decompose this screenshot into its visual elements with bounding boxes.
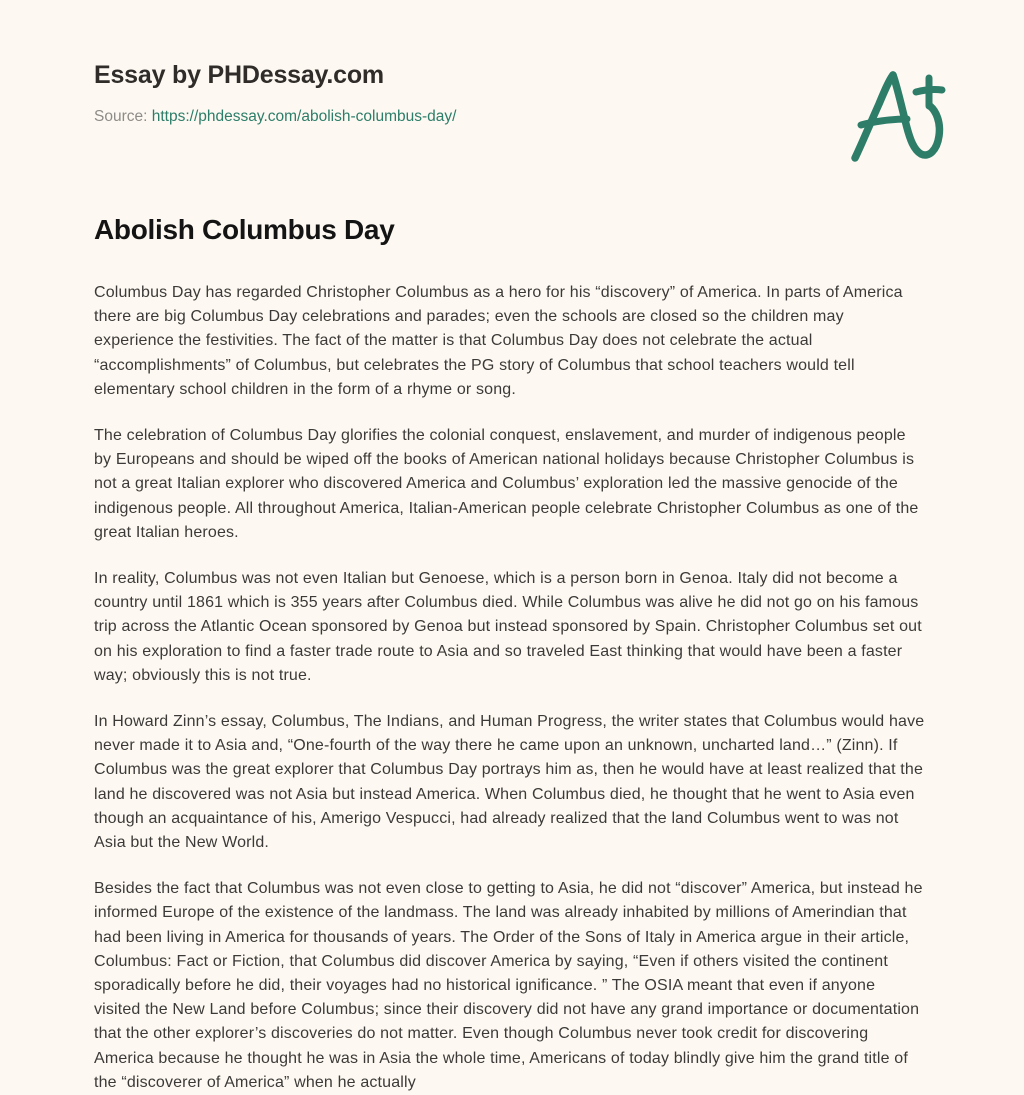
body-paragraph: In Howard Zinn’s essay, Columbus, The Indians, and Human Progress, the writer states that Columbus would have never made it to Asia and, “One-fourth of the way there he came upon an unknown, uncharted land…” (Zinn). If Columbus was the great explorer that Columbus Day portrays him as, then he would have at least realized that the land he discovered was not Asia but instead America. When Columbus died, he thought that he went to Asia even though an acquaintance of his, Amerigo Vespucci, had already realized that the land Columbus went to was not Asia but the New World. <box>94 713 925 852</box>
body-paragraph: In reality, Columbus was not even Italian but Genoese, which is a person born in Genoa. Italy did not become a country until 1861 which is 355 years after Columbus died. While Columbus was alive he did not go on his famous trip across the Atlantic Ocean sponsored by Genoa but instead sponsored by Spain. Christopher Columbus set out on his exploration to find a faster trade route to Asia and so traveled East thinking that would have been a faster way; obviously this is not true. <box>94 570 922 684</box>
a-plus-logo-icon <box>846 66 950 166</box>
article <box>94 212 926 1095</box>
source-label: Source: <box>94 107 148 125</box>
body-paragraph: Besides the fact that Columbus was not even close to getting to Asia, he did not “discover” America, but instead he informed Europe of the existence of the landmass. The land was already inhabited by millions of Amerindian that had been living in America for thousands of years. The Order of the Sons of Italy in America argue in their article, Columbus: Fact or Fiction, that Columbus did discover America by saying, “Even if others visited the continent sporadically before he did, their voyages had no historical ignificance. ” The OSIA meant that even if anyone visited the New Land before Columbus; since their discovery did not have any grand importance or documentation that the other explorer’s discoveries do not matter. Even though Columbus never took credit for discovering America because he thought he was in Asia the whole time, Americans of today blindly give him the grand title of the “discoverer of America” when he actually <box>94 880 923 1091</box>
body-paragraph: The celebration of Columbus Day glorifies the colonial conquest, enslavement, and murder of indigenous people by Europeans and should be wiped off the books of American national holidays because Christopher Columbus is not a great Italian explorer who discovered America and Columbus’ exploration led the massive genocide of the indigenous people. All throughout America, Italian-American people celebrate Christopher Columbus as one of the great Italian heroes. <box>94 427 919 541</box>
source-url-link[interactable]: https://phdessay.com/abolish-columbus-day/ <box>151 107 457 125</box>
article-title: Abolish Columbus Day <box>94 214 395 245</box>
article-body <box>94 281 926 1095</box>
document-header <box>94 62 930 172</box>
a-plus-logo <box>846 66 950 166</box>
source-line <box>94 108 930 127</box>
brand-title: Essay by PHDessay.com <box>94 61 384 89</box>
body-paragraph: Columbus Day has regarded Christopher Columbus as a hero for his “discovery” of America. In parts of America there are big Columbus Day celebrations and parades; even the schools are closed so the children may experience the festivities. The fact of the matter is that Columbus Day does not celebrate the actual “accomplishments” of Columbus, but celebrates the PG story of Columbus that school teachers would tell elementary school children in the form of a rhyme or song. <box>94 284 903 398</box>
